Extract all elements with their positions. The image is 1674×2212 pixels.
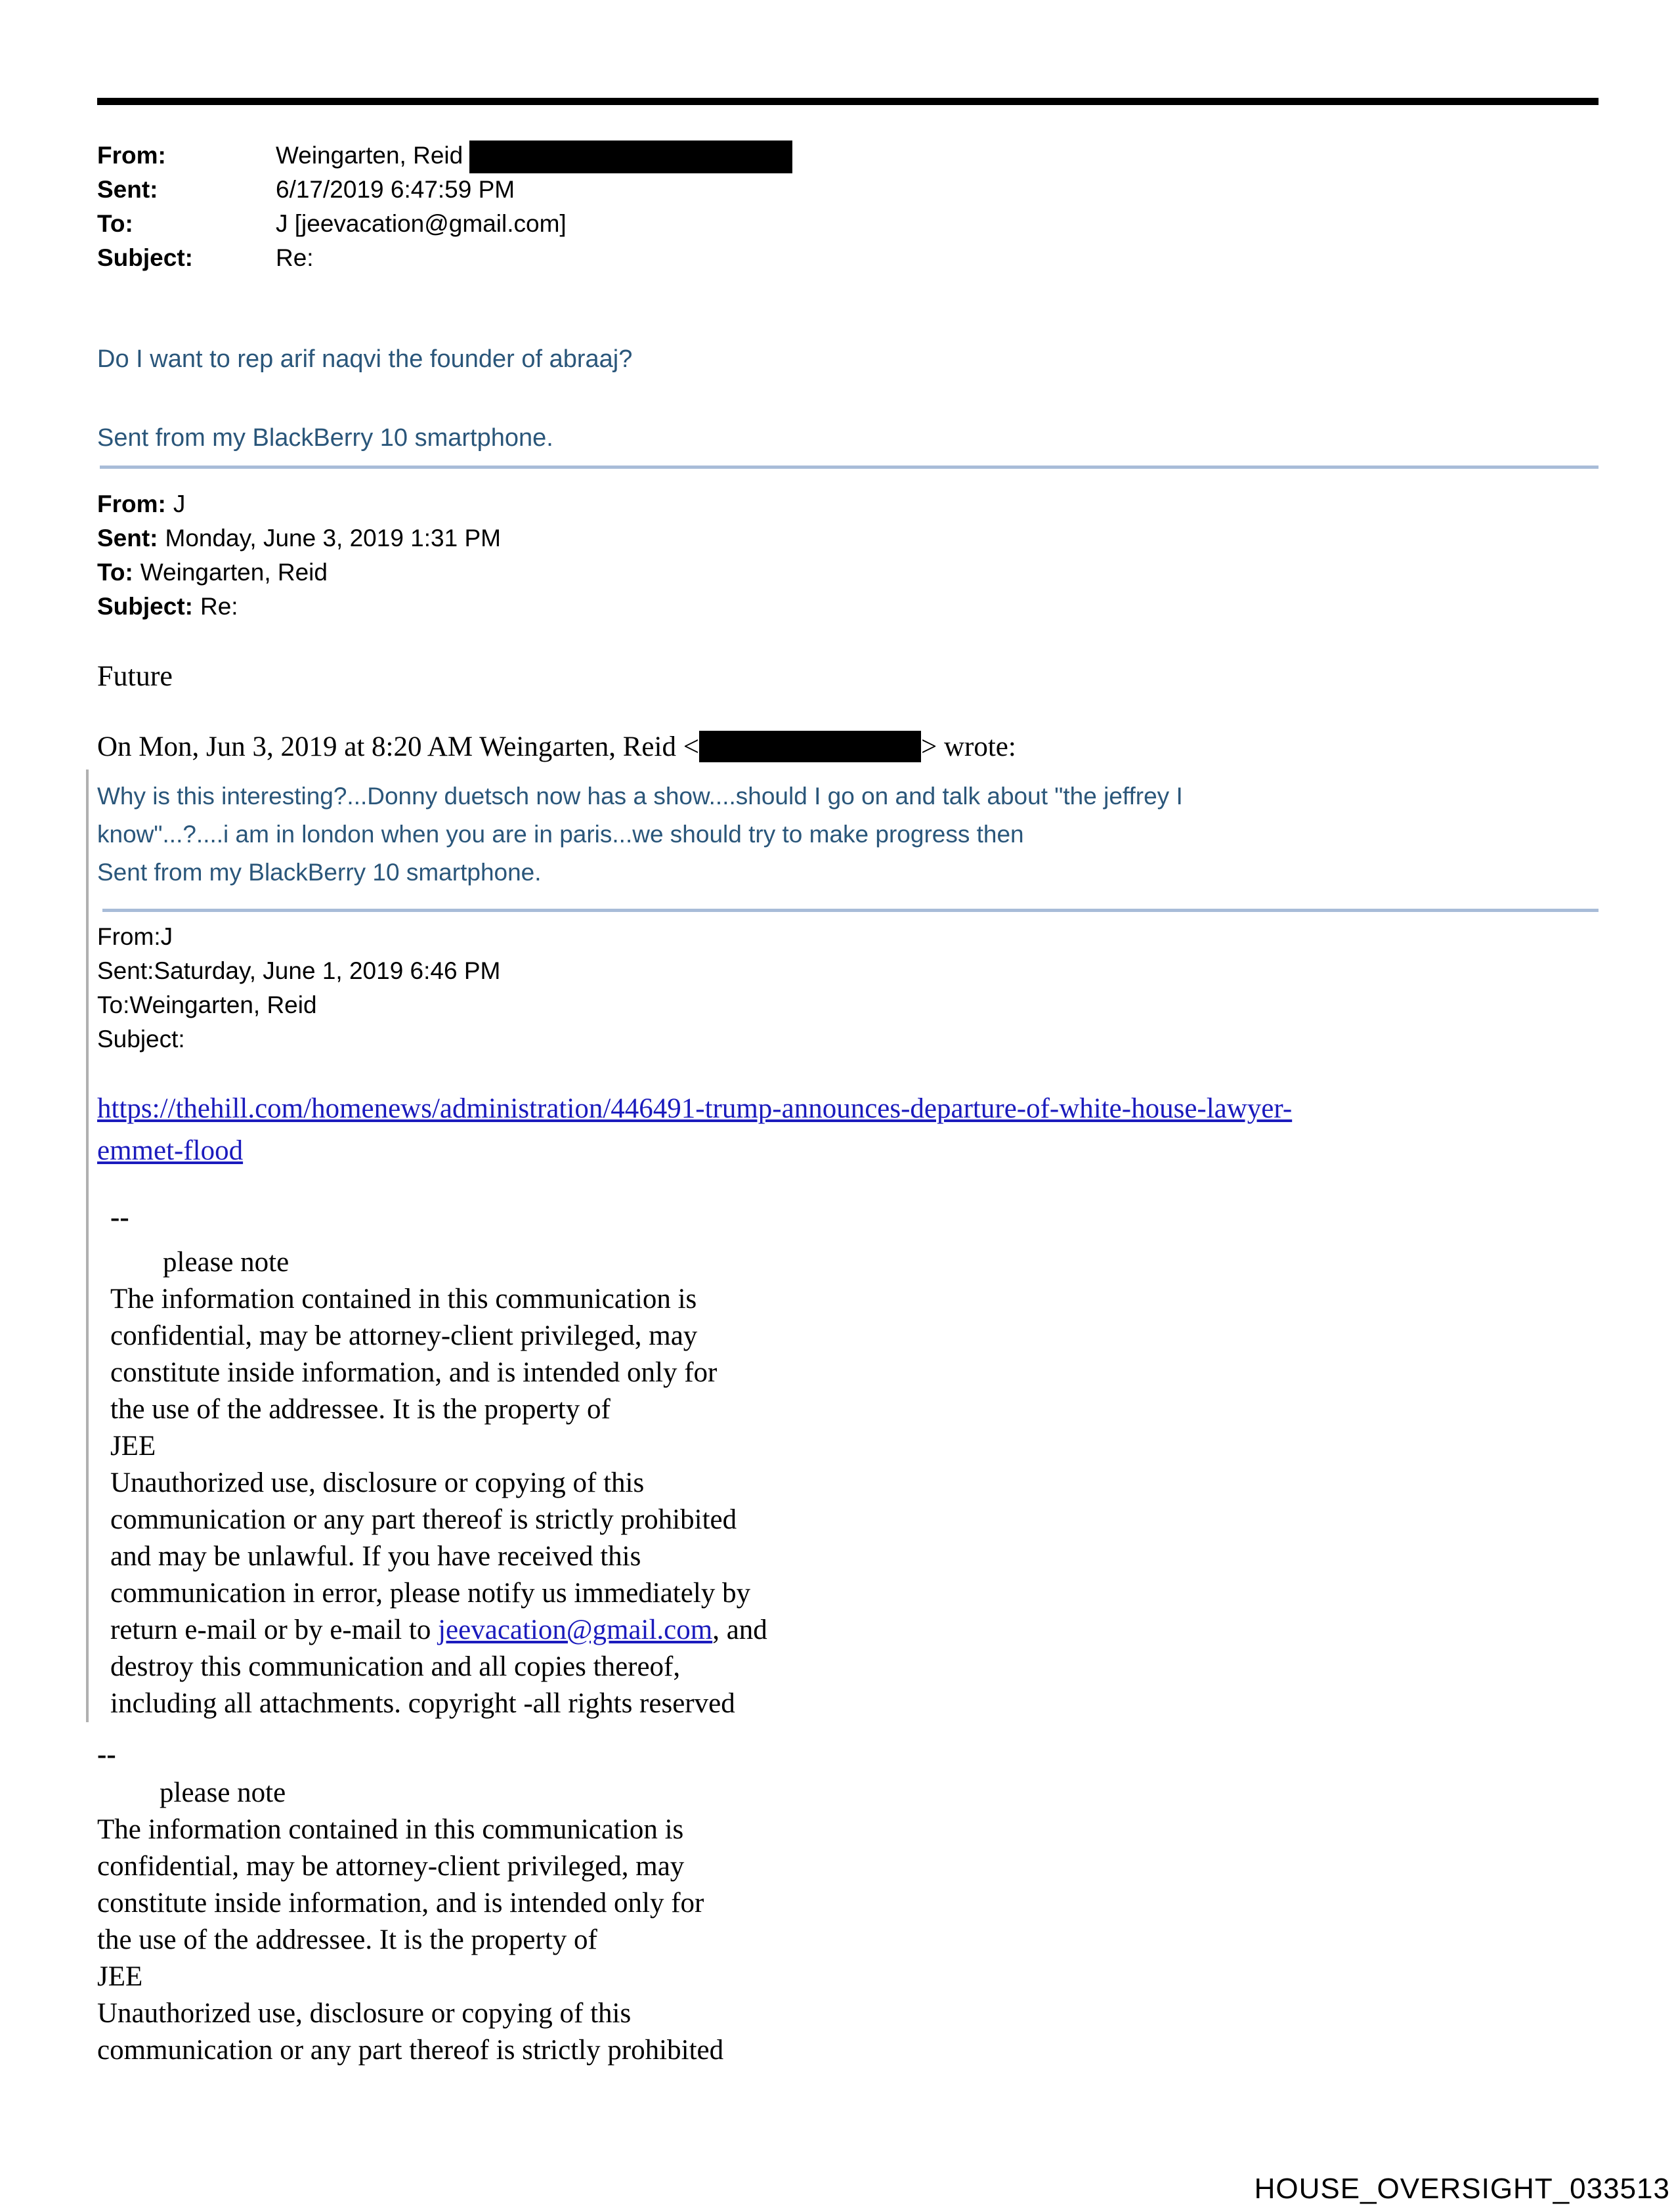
- reply1-to-value: Weingarten, Reid: [140, 559, 328, 586]
- reply1-subject-value: Re:: [200, 593, 238, 620]
- reply1-subject-row: [97, 590, 1599, 624]
- disclaimer-email-after: , and: [712, 1615, 767, 1645]
- disclaimer-line: Unauthorized use, disclosure or copying of this: [110, 1467, 645, 1498]
- disclaimer-line: the use of the addressee. It is the property of: [97, 1924, 597, 1955]
- disclaimer-line: communication or any part thereof is strictly prohibited: [110, 1504, 737, 1535]
- disclaimer-line: destroy this communication and all copies thereof,: [110, 1651, 681, 1682]
- header-subject-value: Re:: [276, 244, 314, 271]
- quote-attribution-line: [97, 730, 1599, 764]
- disclaimer-line: The information contained in this communication is: [110, 1284, 697, 1314]
- outer-disclaimer: [97, 1811, 1599, 2069]
- quoted-blackberry-signature: Sent from my BlackBerry 10 smartphone.: [97, 859, 542, 886]
- thehill-link-line-1[interactable]: https://thehill.com/homenews/administration/446491-trump-announces-departure-of-white-house-lawyer-: [97, 1093, 1293, 1124]
- redaction-bar: [699, 731, 921, 762]
- reply1-from-label: From:: [97, 490, 166, 517]
- reply1-body: Future: [97, 660, 173, 692]
- disclaimer-email-line: [110, 1612, 1599, 1649]
- quoted-message-line: know"...?....i am in london when you are in paris...we should try to make progress then: [97, 821, 1024, 848]
- quoted-disclaimer: [97, 1281, 1599, 1722]
- disclaimer-line: Unauthorized use, disclosure or copying of this: [97, 1998, 632, 2029]
- disclaimer-line: communication in error, please notify us immediately by: [110, 1578, 751, 1609]
- disclaimer-email-before: return e-mail or by e-mail to: [110, 1615, 439, 1645]
- disclaimer-line: The information contained in this communication is: [97, 1814, 684, 1845]
- disclaimer-line: constitute inside information, and is intended only for: [97, 1888, 704, 1919]
- header-sent-label: Sent:: [97, 176, 158, 203]
- header-sent-value: 6/17/2019 6:47:59 PM: [276, 176, 515, 203]
- disclaimer-line: communication or any part thereof is strictly prohibited: [97, 2035, 724, 2066]
- quote-attribution-after: > wrote:: [920, 731, 1016, 762]
- reply1-from-value: J: [173, 490, 186, 517]
- header-from-text: Weingarten, Reid: [276, 142, 463, 169]
- quoted-subject-row: [97, 1022, 1599, 1056]
- header-from-label: From:: [97, 142, 166, 169]
- reply1-header: [97, 487, 1599, 624]
- quoted-subject-label: Subject:: [97, 1026, 185, 1052]
- header-from-value: [276, 139, 1599, 173]
- quoted-sent-row: [97, 954, 1599, 988]
- thehill-link-line-2[interactable]: emmet-flood: [97, 1135, 244, 1166]
- quoted-to-value: Weingarten, Reid: [129, 991, 317, 1018]
- quoted-sent-label: Sent:: [97, 957, 154, 984]
- quoted-message: [97, 770, 1599, 892]
- message-question: Do I want to rep arif naqvi the founder of abraaj?: [97, 345, 633, 373]
- quoted-from-row: [97, 920, 1599, 954]
- reply1-to-row: [97, 555, 1599, 590]
- disclaimer-line: including all attachments. copyright -all rights reserved: [110, 1688, 735, 1719]
- redaction-bar: [469, 141, 792, 173]
- quoted-to-label: To:: [97, 991, 130, 1018]
- disclaimer-line: confidential, may be attorney-client privileged, may: [97, 1851, 685, 1882]
- email-header: [97, 139, 1599, 275]
- signature-separator: --: [110, 1202, 129, 1233]
- please-note-heading: please note: [160, 1777, 286, 1808]
- bates-number: HOUSE_OVERSIGHT_033513: [1254, 2173, 1670, 2205]
- quoted-email-header: [97, 920, 1599, 1056]
- quoted-from-value: J: [160, 923, 173, 950]
- disclaimer-line: and may be unlawful. If you have received this: [110, 1541, 641, 1572]
- signature-separator: --: [97, 1739, 116, 1770]
- reply1-sent-row: [97, 521, 1599, 555]
- disclaimer-line: JEE: [110, 1431, 156, 1462]
- disclaimer-line: constitute inside information, and is intended only for: [110, 1357, 718, 1388]
- header-to-value: J [jeevacation@gmail.com]: [276, 210, 567, 237]
- disclaimer-line: the use of the addressee. It is the property of: [110, 1394, 611, 1425]
- mailto-link[interactable]: jeevacation@gmail.com: [438, 1615, 713, 1645]
- disclaimer-line: JEE: [97, 1961, 143, 1992]
- blackberry-signature: Sent from my BlackBerry 10 smartphone.: [97, 424, 553, 452]
- header-subject-label: Subject:: [97, 244, 193, 271]
- quoted-header-divider: [102, 909, 1599, 912]
- reply1-from-row: [97, 487, 1599, 521]
- reply1-to-label: To:: [97, 559, 133, 586]
- reply1-sent-label: Sent:: [97, 525, 158, 552]
- quote-attribution-before: On Mon, Jun 3, 2019 at 8:20 AM Weingarten, Reid <: [97, 731, 699, 762]
- quoted-sent-value: Saturday, June 1, 2019 6:46 PM: [154, 957, 501, 984]
- quoted-from-label: From:: [97, 923, 161, 950]
- article-hyperlink: [97, 1088, 1599, 1172]
- quoted-email-block: [86, 770, 1599, 1722]
- header-to-label: To:: [97, 210, 133, 237]
- reply1-sent-value: Monday, June 3, 2019 1:31 PM: [165, 525, 501, 552]
- disclaimer-line: confidential, may be attorney-client privileged, may: [110, 1320, 698, 1351]
- quoted-to-row: [97, 988, 1599, 1022]
- reply1-subject-label: Subject:: [97, 593, 193, 620]
- header-divider: [100, 466, 1599, 469]
- please-note-heading: please note: [163, 1247, 290, 1278]
- quoted-message-line: Why is this interesting?...Donny duetsch now has a show....should I go on and talk about "the jeffrey I: [97, 783, 1183, 810]
- top-rule: [97, 98, 1599, 105]
